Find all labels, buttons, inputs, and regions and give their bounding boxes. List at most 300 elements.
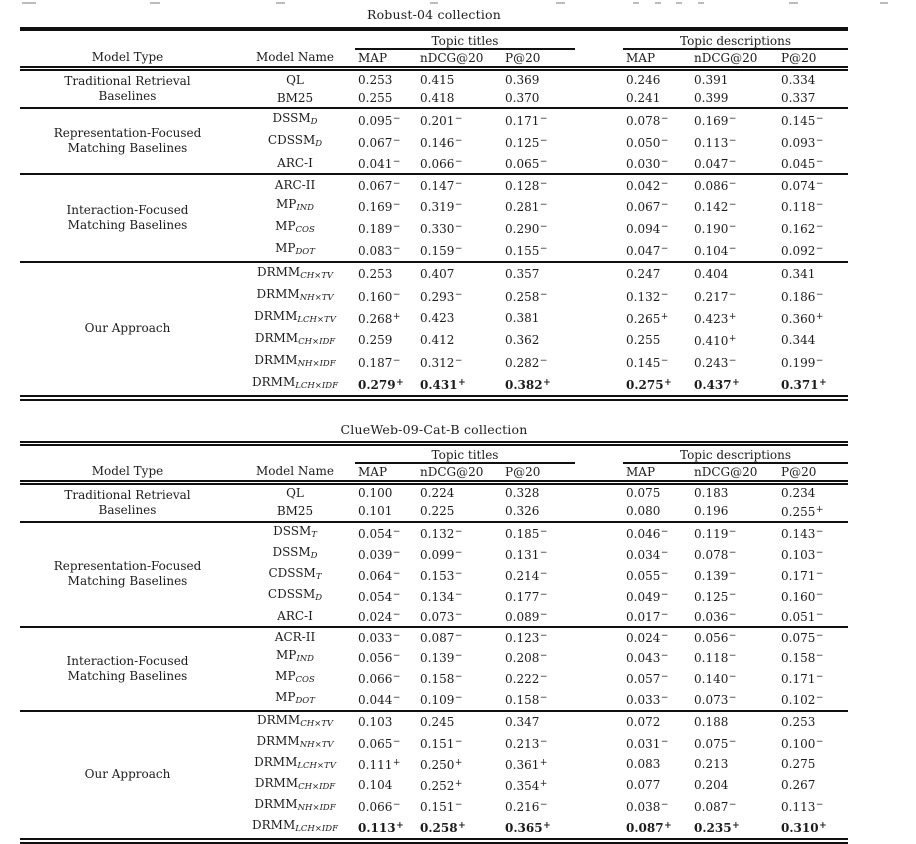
column-gap: [575, 131, 623, 153]
model-name-base: DRMM: [254, 352, 298, 367]
table-row: [20, 174, 848, 195]
metric-value-cell: 0.216−: [505, 799, 548, 814]
significance-minus-marker: −: [815, 630, 824, 641]
model-name-cell: [235, 607, 355, 627]
model-name-subscript: COS: [295, 674, 315, 685]
significance-minus-marker: −: [815, 609, 824, 620]
significance-minus-marker: −: [660, 156, 669, 167]
table-row: [20, 482, 848, 502]
column-gap: [575, 68, 623, 89]
column-gap: [575, 817, 623, 841]
significance-minus-marker: −: [815, 799, 824, 810]
column-gap: [575, 463, 623, 482]
metric-value-cell: 0.253: [358, 72, 393, 87]
map-header: MAP: [355, 463, 417, 482]
topic-titles-header: Topic titles: [355, 443, 575, 463]
significance-plus-marker: +: [815, 311, 824, 322]
metric-value-cell: 0.253: [355, 262, 417, 285]
significance-minus-marker: −: [815, 178, 824, 189]
model-type-cell: [20, 68, 235, 108]
metric-value-cell: 0.073−: [420, 609, 463, 624]
metric-value-cell: 0.094−: [626, 221, 669, 236]
significance-minus-marker: −: [539, 221, 548, 232]
significance-minus-marker: −: [660, 692, 669, 703]
metric-value-cell: 0.066−: [358, 671, 401, 686]
significance-minus-marker: −: [539, 630, 548, 641]
significance-minus-marker: −: [454, 221, 463, 232]
metric-value-cell: 0.267: [781, 777, 816, 792]
metric-value-cell: 0.423+: [694, 311, 737, 326]
metric-value-cell: 0.391: [694, 72, 729, 87]
model-name-cell: [235, 647, 355, 668]
significance-minus-marker: −: [392, 609, 401, 620]
significance-plus-marker: +: [539, 778, 548, 789]
metric-value-cell: 0.158−: [781, 650, 824, 665]
metric-value-cell: 0.066−: [358, 799, 401, 814]
metric-value-cell: 0.381: [505, 310, 540, 325]
model-name-base: BM25: [276, 90, 314, 105]
significance-minus-marker: −: [539, 799, 548, 810]
significance-plus-marker: +: [396, 820, 404, 831]
metric-value-cell: 0.046−: [623, 522, 691, 544]
model-name-cell: [235, 307, 355, 329]
column-gap: [575, 307, 623, 329]
significance-minus-marker: −: [539, 547, 548, 558]
significance-minus-marker: −: [660, 135, 669, 146]
significance-minus-marker: −: [815, 135, 824, 146]
significance-minus-marker: −: [660, 568, 669, 579]
metric-value-cell: 0.139−: [694, 568, 737, 583]
metric-value-cell: 0.102−: [781, 692, 824, 707]
metric-header-row: [20, 463, 848, 482]
significance-plus-marker: +: [732, 820, 740, 831]
column-gap: [575, 443, 623, 463]
metric-value-cell: 0.113−: [694, 135, 737, 150]
model-name-cell: [235, 482, 355, 502]
metric-value-cell: 0.319−: [420, 199, 463, 214]
metric-value-cell: 0.371+: [781, 377, 827, 392]
topic-titles-header: Topic titles: [355, 29, 575, 49]
significance-minus-marker: −: [539, 243, 548, 254]
metric-value-cell: 0.255+: [781, 504, 824, 519]
ndcg20-header: nDCG@20: [691, 49, 778, 68]
significance-plus-marker: +: [664, 820, 672, 831]
column-gap: [575, 522, 623, 544]
model-name-cell: [235, 565, 355, 586]
metric-value-cell: 0.275: [781, 756, 816, 771]
model-type-label: Our Approach: [84, 321, 171, 335]
model-name-base: MP: [276, 647, 297, 662]
metric-value-cell: 0.142−: [694, 199, 737, 214]
significance-minus-marker: −: [660, 799, 669, 810]
metric-value-cell: 0.334: [781, 72, 816, 87]
metric-value-cell: 0.095−: [355, 108, 417, 131]
significance-minus-marker: −: [728, 547, 737, 558]
model-name-subscript: LCH×IDF: [295, 823, 338, 834]
table-row: [20, 522, 848, 544]
metric-value-cell: 0.169−: [358, 199, 401, 214]
column-gap: [575, 733, 623, 754]
model-name-base: DRMM: [254, 754, 298, 769]
metric-value-cell: 0.247: [623, 262, 691, 285]
metric-value-cell: 0.051−: [781, 609, 824, 624]
model-name-base: MP: [275, 689, 296, 704]
model-name-subscript: CH×TV: [300, 718, 334, 729]
metric-value-cell: 0.245: [417, 711, 502, 733]
model-name-cell: [235, 733, 355, 754]
metric-value-cell: 0.186−: [781, 289, 824, 304]
metric-value-cell: 0.123−: [502, 627, 575, 647]
metric-value-cell: 0.100: [358, 485, 393, 500]
significance-minus-marker: −: [539, 650, 548, 661]
significance-plus-marker: +: [539, 757, 548, 768]
model-type-header: Model Type: [20, 463, 235, 482]
column-gap: [575, 689, 623, 711]
blank-header-cell: [20, 443, 355, 463]
table-row: [20, 68, 848, 89]
metric-value-cell: 0.246: [626, 72, 661, 87]
table-row: [20, 108, 848, 131]
model-name-subscript: IND: [296, 653, 314, 664]
metric-value-cell: 0.224: [420, 485, 455, 500]
model-name-subscript: NH×TV: [299, 739, 334, 750]
model-name-cell: [235, 285, 355, 307]
metric-value-cell: 0.067−: [626, 199, 669, 214]
significance-minus-marker: −: [728, 199, 737, 210]
metric-value-cell: 0.253: [778, 711, 848, 733]
metric-value-cell: 0.073−: [694, 692, 737, 707]
model-name-cell: [235, 711, 355, 733]
significance-minus-marker: −: [454, 671, 463, 682]
results-table-robust04: [20, 27, 848, 401]
column-gap: [575, 502, 623, 522]
table-body: [20, 482, 848, 841]
significance-minus-marker: −: [392, 630, 401, 641]
model-name-base: DSSM: [272, 110, 311, 125]
significance-minus-marker: −: [815, 589, 824, 600]
metric-value-cell: 0.036−: [694, 609, 737, 624]
significance-minus-marker: −: [660, 243, 669, 254]
significance-minus-marker: −: [728, 630, 737, 641]
metric-value-cell: 0.066−: [420, 156, 463, 171]
metric-value-cell: 0.265+: [626, 311, 669, 326]
significance-minus-marker: −: [454, 609, 463, 620]
column-gap: [575, 754, 623, 775]
blank-header-cell: [20, 29, 355, 49]
metric-value-cell: 0.074−: [778, 174, 848, 195]
significance-plus-marker: +: [392, 757, 401, 768]
metric-value-cell: 0.169−: [691, 108, 778, 131]
model-name-subscript: D: [315, 592, 323, 603]
model-name-header: Model Name: [235, 49, 355, 68]
significance-minus-marker: −: [392, 589, 401, 600]
column-gap: [575, 607, 623, 627]
model-name-base: CDSSM: [267, 132, 316, 147]
metric-value-cell: 0.087+: [626, 820, 672, 835]
model-type-cell: [20, 108, 235, 174]
metric-header-row: [20, 49, 848, 68]
map-header: MAP: [355, 49, 417, 68]
model-name-cell: [235, 153, 355, 174]
significance-minus-marker: −: [539, 178, 548, 189]
metric-value-cell: 0.171−: [781, 568, 824, 583]
metric-value-cell: 0.024−: [358, 609, 401, 624]
significance-minus-marker: −: [539, 671, 548, 682]
significance-minus-marker: −: [815, 692, 824, 703]
metric-value-cell: 0.104−: [694, 243, 737, 258]
model-name-cell: [235, 627, 355, 647]
model-name-cell: [235, 522, 355, 544]
significance-minus-marker: −: [815, 526, 824, 537]
significance-minus-marker: −: [728, 355, 737, 366]
metric-value-cell: 0.204: [694, 777, 729, 792]
significance-minus-marker: −: [660, 736, 669, 747]
metric-value-cell: 0.034−: [626, 547, 669, 562]
metric-value-cell: 0.437+: [694, 377, 740, 392]
metric-value-cell: 0.038−: [626, 799, 669, 814]
model-type-label: Representation-Focused Matching Baselines: [53, 125, 202, 155]
column-gap: [575, 544, 623, 565]
metric-value-cell: 0.177−: [505, 589, 548, 604]
metric-value-cell: 0.075−: [778, 627, 848, 647]
significance-plus-marker: +: [728, 311, 737, 322]
significance-minus-marker: −: [815, 113, 824, 124]
significance-minus-marker: −: [728, 589, 737, 600]
metric-value-cell: 0.104: [358, 777, 393, 792]
metric-value-cell: 0.151−: [420, 799, 463, 814]
model-name-cell: [235, 131, 355, 153]
metric-value-cell: 0.045−: [781, 156, 824, 171]
significance-minus-marker: −: [660, 113, 669, 124]
significance-plus-marker: +: [815, 504, 824, 515]
model-name-base: DRMM: [254, 775, 299, 790]
metric-value-cell: 0.043−: [626, 650, 669, 665]
significance-minus-marker: −: [728, 178, 737, 189]
metric-value-cell: 0.326: [505, 503, 540, 518]
metric-value-cell: 0.080: [626, 503, 661, 518]
model-name-subscript: NH×IDF: [297, 358, 336, 369]
model-type-label: Traditional Retrieval Baselines: [64, 487, 191, 517]
metric-value-cell: 0.087−: [417, 627, 502, 647]
metric-value-cell: 0.189−: [358, 221, 401, 236]
metric-value-cell: 0.033−: [626, 692, 669, 707]
significance-minus-marker: −: [539, 156, 548, 167]
model-name-base: ACR-II: [274, 629, 316, 644]
model-type-label: Our Approach: [84, 767, 171, 781]
metric-value-cell: 0.101: [358, 503, 393, 518]
significance-minus-marker: −: [815, 671, 824, 682]
model-name-base: CDSSM: [268, 565, 316, 580]
model-name-base: DRMM: [254, 308, 298, 323]
model-name-base: DRMM: [252, 817, 296, 832]
metric-value-cell: 0.187−: [358, 355, 401, 370]
metric-value-cell: 0.234: [781, 485, 816, 500]
metric-value-cell: 0.057−: [626, 671, 669, 686]
metric-value-cell: 0.134−: [420, 589, 463, 604]
significance-minus-marker: −: [539, 135, 548, 146]
metric-value-cell: 0.365+: [505, 820, 551, 835]
significance-minus-marker: −: [660, 199, 669, 210]
metric-value-cell: 0.330−: [420, 221, 463, 236]
map-header: MAP: [623, 49, 691, 68]
results-table-clueweb09: [20, 441, 848, 844]
metric-value-cell: 0.132−: [417, 522, 502, 544]
model-name-base: DSSM: [272, 544, 311, 559]
column-gap: [575, 351, 623, 373]
significance-minus-marker: −: [392, 568, 401, 579]
metric-value-cell: 0.282−: [505, 355, 548, 370]
metric-value-cell: 0.344: [781, 332, 816, 347]
significance-minus-marker: −: [454, 289, 463, 300]
metric-value-cell: 0.083: [626, 756, 661, 771]
significance-minus-marker: −: [728, 156, 737, 167]
significance-minus-marker: −: [454, 113, 463, 124]
column-gap: [575, 49, 623, 68]
metric-value-cell: 0.399: [694, 90, 729, 105]
significance-minus-marker: −: [392, 692, 401, 703]
significance-minus-marker: −: [392, 178, 401, 189]
column-gap: [575, 29, 623, 49]
metric-value-cell: 0.067−: [355, 174, 417, 195]
significance-minus-marker: −: [454, 178, 463, 189]
metric-value-cell: 0.151−: [420, 736, 463, 751]
metric-value-cell: 0.407: [417, 262, 502, 285]
metric-value-cell: 0.183: [694, 485, 729, 500]
metric-value-cell: 0.360+: [781, 311, 824, 326]
significance-plus-marker: +: [728, 333, 737, 344]
model-name-cell: [235, 796, 355, 817]
significance-minus-marker: −: [539, 289, 548, 300]
model-type-label: Interaction-Focused Matching Baselines: [66, 202, 189, 232]
column-gap: [575, 586, 623, 607]
metric-value-cell: 0.067−: [358, 135, 401, 150]
metric-value-cell: 0.100−: [781, 736, 824, 751]
metric-value-cell: 0.111+: [358, 757, 401, 772]
model-name-base: DRMM: [254, 796, 298, 811]
metric-value-cell: 0.155−: [505, 243, 548, 258]
metric-value-cell: 0.243−: [694, 355, 737, 370]
significance-minus-marker: −: [815, 156, 824, 167]
metric-value-cell: 0.093−: [781, 135, 824, 150]
significance-minus-marker: −: [660, 289, 669, 300]
ndcg20-header: nDCG@20: [691, 463, 778, 482]
metric-value-cell: 0.337: [781, 90, 816, 105]
significance-minus-marker: −: [815, 221, 824, 232]
metric-value-cell: 0.089−: [505, 609, 548, 624]
metric-value-cell: 0.328: [505, 485, 540, 500]
model-name-header: Model Name: [235, 463, 355, 482]
model-name-subscript: DOT: [295, 695, 315, 706]
model-name-cell: [235, 586, 355, 607]
metric-value-cell: 0.415: [420, 72, 455, 87]
model-name-base: QL: [286, 72, 304, 87]
metric-value-cell: 0.369: [505, 72, 540, 87]
metric-value-cell: 0.055−: [626, 568, 669, 583]
metric-value-cell: 0.222−: [505, 671, 548, 686]
p20-header: P@20: [778, 463, 848, 482]
metric-value-cell: 0.310+: [781, 820, 827, 835]
table-row: [20, 627, 848, 647]
model-name-subscript: T: [315, 571, 322, 582]
model-name-base: DSSM: [273, 523, 312, 538]
p20-header: P@20: [502, 49, 575, 68]
metric-value-cell: 0.125−: [505, 135, 548, 150]
metric-value-cell: 0.103: [355, 711, 417, 733]
significance-minus-marker: −: [728, 650, 737, 661]
metric-value-cell: 0.158−: [505, 692, 548, 707]
metric-value-cell: 0.255: [626, 332, 661, 347]
column-gap: [575, 195, 623, 217]
model-name-subscript: LCH×TV: [297, 760, 336, 771]
metric-value-cell: 0.044−: [358, 692, 401, 707]
metric-value-cell: 0.092−: [781, 243, 824, 258]
model-name-cell: [235, 351, 355, 373]
model-name-cell: [235, 544, 355, 565]
metric-value-cell: 0.031−: [626, 736, 669, 751]
significance-minus-marker: −: [815, 736, 824, 747]
model-name-subscript: LCH×TV: [297, 314, 336, 325]
model-name-subscript: COS: [295, 224, 315, 235]
model-name-base: DRMM: [256, 264, 301, 279]
model-type-cell: [20, 482, 235, 522]
model-name-cell: [235, 262, 355, 285]
map-header: MAP: [623, 463, 691, 482]
table-row: [20, 711, 848, 733]
metric-value-cell: 0.412: [420, 332, 455, 347]
metric-value-cell: 0.064−: [358, 568, 401, 583]
table-1-title: Robust-04 collection: [366, 7, 502, 22]
metric-value-cell: 0.354+: [505, 778, 548, 793]
significance-minus-marker: −: [539, 609, 548, 620]
metric-value-cell: 0.250+: [420, 757, 463, 772]
significance-minus-marker: −: [454, 568, 463, 579]
metric-value-cell: 0.024−: [623, 627, 691, 647]
model-name-cell: [235, 502, 355, 522]
significance-plus-marker: +: [454, 778, 463, 789]
metric-value-cell: 0.171−: [502, 108, 575, 131]
metric-value-cell: 0.410+: [694, 333, 737, 348]
significance-plus-marker: +: [458, 820, 466, 831]
model-name-base: MP: [275, 240, 296, 255]
significance-minus-marker: −: [392, 113, 401, 124]
significance-minus-marker: −: [815, 568, 824, 579]
significance-minus-marker: −: [728, 221, 737, 232]
metric-value-cell: 0.293−: [420, 289, 463, 304]
significance-minus-marker: −: [454, 589, 463, 600]
metric-value-cell: 0.143−: [778, 522, 848, 544]
significance-minus-marker: −: [392, 526, 401, 537]
significance-minus-marker: −: [728, 799, 737, 810]
column-gap: [575, 239, 623, 262]
table-row: [20, 262, 848, 285]
significance-plus-marker: +: [819, 377, 827, 388]
p20-header: P@20: [778, 49, 848, 68]
significance-minus-marker: −: [660, 609, 669, 620]
metric-value-cell: 0.072: [623, 711, 691, 733]
significance-minus-marker: −: [392, 135, 401, 146]
significance-minus-marker: −: [539, 526, 548, 537]
model-type-cell: [20, 262, 235, 398]
p20-header: P@20: [502, 463, 575, 482]
metric-value-cell: 0.050−: [626, 135, 669, 150]
metric-value-cell: 0.017−: [626, 609, 669, 624]
significance-minus-marker: −: [454, 547, 463, 558]
significance-minus-marker: −: [728, 113, 737, 124]
metric-value-cell: 0.185−: [502, 522, 575, 544]
metric-value-cell: 0.125−: [694, 589, 737, 604]
model-name-base: MP: [275, 218, 296, 233]
metric-value-cell: 0.158−: [420, 671, 463, 686]
